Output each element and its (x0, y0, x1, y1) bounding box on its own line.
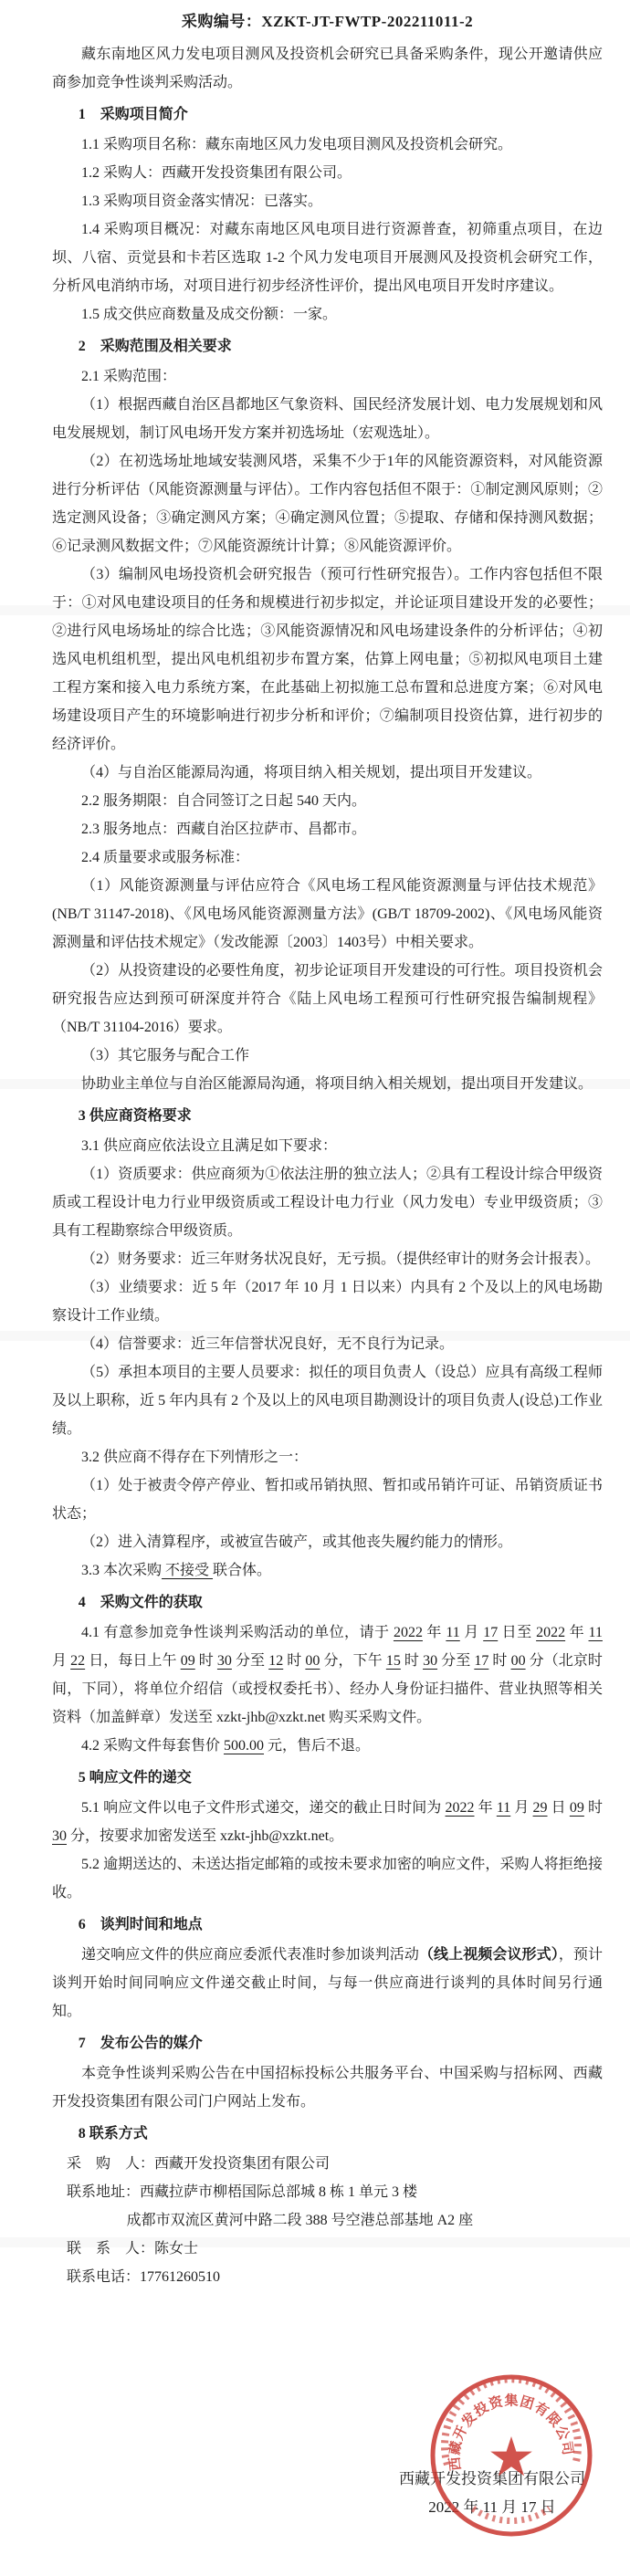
para-3-1-3: （3）业绩要求：近 5 年（2017 年 10 月 1 日以来）内具有 2 个及以上的风电场勘察设计工作业绩。 (52, 1280, 603, 1324)
para-2-4-1: （1）风能资源测量与评估应符合《风电场工程风能资源测量与评估技术规范》(NB/T 31147-2018)、《风电场风能资源测量方法》(GB/T 18709-2002)、《风电场风能资源测量和评估技术规定》（发改能源〔2003〕1403号）中相关要求。 (52, 878, 603, 950)
seal-lower-script-arc (473, 2508, 550, 2521)
para-2-2: 2.2 服务期限：自合同签订之日起 540 天内。 (81, 793, 367, 809)
para-2-3: 2.3 服务地点：西藏自治区拉萨市、昌都市。 (81, 822, 367, 837)
signature-date: 2022 年 11 月 17 日 (428, 2498, 556, 2516)
para-4-1: 4.1 有意参加竞争性谈判采购活动的单位，请于 2022 年 11 月 17 日至 2022 年 11 月 22 日，每日上午 09 时 30 分至 12 时 00 分，下午 15 时 30 分至 17 时 00 分（北京时间，下同），将单位介绍信（或授权委托书）、经办人身份证扫描件、营业执照等相关资料（加盖鲜章）发送至 xzkt-jhb@xzkt.net 购买采购文件。 (52, 1625, 603, 1725)
para-1-4: 1.4 采购项目概况：对藏东南地区风电项目进行资源普查，初筛重点项目，在边坝、八宿、贡觉县和卡若区选取 1-2 个风力发电项目开展测风及投资机会研究工作，分析风电消纳市场，对项目进行初步经济性评价，提出风电项目开发时序建议。 (52, 222, 603, 294)
para-2-4-3: （3）其它服务与配合工作 (81, 1048, 250, 1063)
section-6-heading: 6 谈判时间和地点 (78, 1917, 203, 1932)
para-5-2: 5.2 逾期送达的、未送达指定邮箱的或按未要求加密的响应文件，采购人将拒绝接收。 (52, 1857, 603, 1901)
para-6: 递交响应文件的供应商应委派代表准时参加谈判活动（线上视频会议形式），预计谈判开始时间同响应文件递交截止时间，与每一供应商进行谈判的具体时间另行通知。 (52, 1947, 603, 2019)
para-3-1-4: （4）信誉要求：近三年信誉状况良好，无不良行为记录。 (81, 1336, 455, 1352)
para-2-1: 2.1 采购范围： (81, 369, 177, 384)
intro-para: 藏东南地区风力发电项目测风及投资机会研究已具备采购条件，现公开邀请供应商参加竞争性谈判采购活动。 (52, 47, 603, 90)
para-3-1-2: （2）财务要求：近三年财务状况良好，无亏损。（提供经审计的财务会计报表）。 (81, 1251, 601, 1267)
para-1-1: 1.1 采购项目名称：藏东南地区风力发电项目测风及投资机会研究。 (81, 137, 513, 152)
section-8-heading: 8 联系方式 (78, 2126, 148, 2141)
section-2-heading: 2 采购范围及相关要求 (78, 339, 232, 354)
para-7: 本竞争性谈判采购公告在中国招标投标公共服务平台、中国采购与招标网、西藏开发投资集团有限公司门户网站上发布。 (52, 2066, 603, 2110)
para-3-1-5: （5）承担本项目的主要人员要求：拟任的项目负责人（设总）应具有高级工程师及以上职称，近 5 年内具有 2 个及以上的风电项目勘测设计的项目负责人(设总)工作业绩。 (52, 1365, 603, 1437)
para-2-4-3-cont: 协助业主单位与自治区能源局沟通，将项目纳入相关规划，提出项目开发建议。 (81, 1076, 593, 1092)
contact-address-2: 成都市双流区黄河中路二段 388 号空港总部基地 A2 座 (126, 2213, 474, 2228)
para-2-1-4: （4）与自治区能源局沟通，将项目纳入相关规划，提出项目开发建议。 (81, 765, 542, 780)
para-1-3: 1.3 采购项目资金落实情况：已落实。 (81, 194, 323, 209)
para-3-1-1: （1）资质要求：供应商须为①依法注册的独立法人；②具有工程设计综合甲级资质或工程设计电力行业甲级资质或工程设计电力行业（风力发电）专业甲级资质；③具有工程勘察综合甲级资质。 (52, 1167, 603, 1239)
para-1-2: 1.2 采购人：西藏开发投资集团有限公司。 (81, 165, 352, 181)
para-3-2-1: （1）处于被责令停产停业、暂扣或吊销执照、暂扣或吊销许可证、吊销资质证书状态； (52, 1478, 603, 1522)
para-2-1-2: （2）在初选场址地域安装测风塔，采集不少于1年的风能资源资料，对风能资源进行分析评估（风能资源测量与评估）。工作内容包括但不限于：①制定测风原则；②选定测风设备；③确定测风方案；④确定测风位置；⑤提取、存储和保持测风数据；⑥记录测风数据文件；⑦风能资源统计计算；⑧风能资源评价。 (52, 454, 603, 554)
para-5-1: 5.1 响应文件以电子文件形式递交，递交的截止日时间为 2022 年 11 月 29 日 09 时 30 分，按要求加密发送至 xzkt-jhb@xzkt.net。 (52, 1800, 603, 1844)
section-1-heading: 1 采购项目简介 (78, 107, 188, 122)
para-3-1: 3.1 供应商应依法设立且满足如下要求： (81, 1138, 338, 1154)
contact-address-1: 联系地址：西藏拉萨市柳梧国际总部城 8 栋 1 单元 3 楼 (67, 2184, 418, 2200)
para-2-4: 2.4 质量要求或服务标准： (81, 850, 250, 865)
section-7-heading: 7 发布公告的媒介 (78, 2036, 203, 2051)
seal-star-icon (490, 2436, 532, 2476)
contact-purchaser: 采 购 人：西藏开发投资集团有限公司 (67, 2156, 331, 2172)
section-5-heading: 5 响应文件的递交 (78, 1770, 192, 1785)
para-4-2: 4.2 采购文件每套售价 500.00 元，售后不退。 (81, 1738, 371, 1754)
signature-company: 西藏开发投资集团有限公司 (399, 2470, 585, 2487)
section-3-heading: 3 供应商资格要求 (78, 1108, 192, 1124)
para-3-3: 3.3 本次采购 不接受 联合体。 (81, 1563, 272, 1578)
para-3-2-2: （2）进入清算程序，或被宣告破产，或其他丧失履约能力的情形。 (81, 1534, 513, 1550)
doc-number-title: 采购编号：XZKT-JT-FWTP-202211011-2 (181, 13, 474, 30)
contact-person: 联 系 人：陈女士 (67, 2241, 199, 2257)
para-1-5: 1.5 成交供应商数量及成交份额：一家。 (81, 307, 338, 322)
para-2-4-2: （2）从投资建设的必要性角度，初步论证项目开发建设的可行性。项目投资机会研究报告应达到预可研深度并符合《陆上风电场工程预可行性研究报告编制规程》（NB/T 31104-2016）要求。 (52, 963, 603, 1035)
para-2-1-3: （3）编制风电场投资机会研究报告（预可行性研究报告）。工作内容包括但不限于：①对风电建设项目的任务和规模进行初步拟定，并论证项目建设开发的必要性；②进行风电场场址的综合比选；③风能资源情况和风电场建设条件的分析评估；④初选风电机组机型，提出风电机组初步布置方案，估算上网电量；⑤初拟风电项目土建工程方案和接入电力系统方案，在此基础上初拟施工总布置和总进度方案；⑥对风电场建设项目产生的环境影响进行初步分析和评价；⑦编制项目投资估算，进行初步的经济评价。 (52, 567, 603, 752)
seal-ring-text: 西藏开发投资集团有限公司 (447, 2393, 575, 2472)
section-4-heading: 4 采购文件的获取 (78, 1595, 203, 1610)
company-seal (425, 2370, 597, 2541)
para-3-2: 3.2 供应商不得存在下列情形之一： (81, 1450, 309, 1465)
contact-phone: 联系电话：17761260510 (67, 2269, 221, 2285)
para-2-1-1: （1）根据西藏自治区昌都地区气象资料、国民经济发展计划、电力发展规划和风电发展规划，制订风电场开发方案并初选场址（宏观选址）。 (52, 397, 603, 441)
